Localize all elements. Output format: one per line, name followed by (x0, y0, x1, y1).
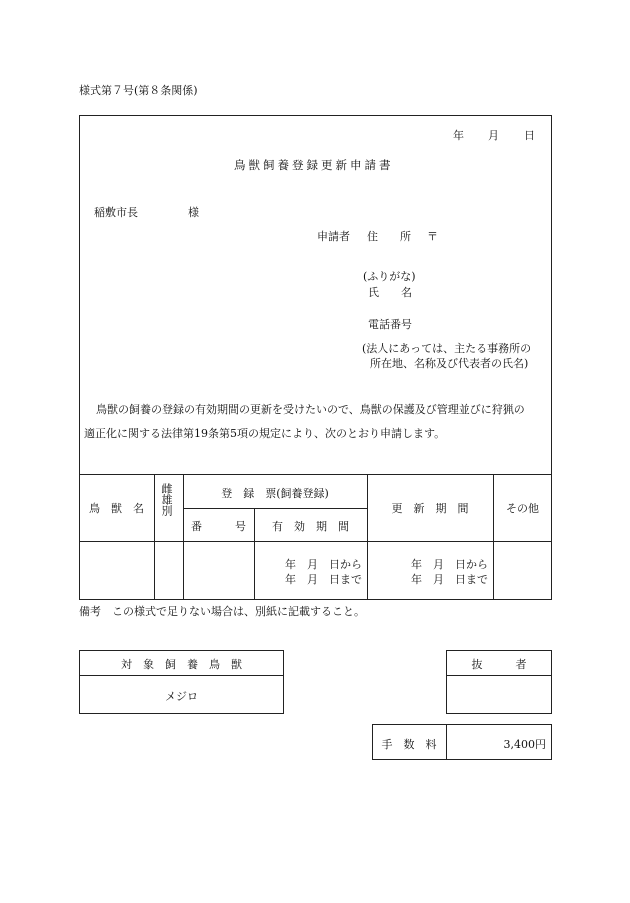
body-text-line1: 鳥獣の飼養の登録の有効期間の更新を受けたいので、鳥獣の保護及び管理並びに狩猟の (96, 403, 525, 416)
target-bird-divider (79, 675, 284, 676)
form-label: 様式第７号(第８条関係) (79, 84, 198, 97)
col-sex: 雌雄別 (160, 483, 173, 516)
address-label: 住 所 (367, 230, 411, 243)
renewal-from: 年 月 日から (411, 558, 488, 571)
col-renewal: 更 新 期 間 (391, 502, 469, 515)
table-col-divider-5 (493, 474, 494, 600)
validity-to: 年 月 日まで (285, 573, 362, 586)
col-other: その他 (506, 502, 539, 515)
table-col-divider-1 (154, 474, 155, 600)
date-year: 年 (453, 129, 464, 142)
col-bird-name: 鳥 獣 名 (89, 502, 144, 515)
table-top-line (79, 474, 552, 475)
date-day: 日 (524, 129, 535, 142)
target-bird-header: 対 象 飼 養 鳥 獣 (121, 658, 242, 671)
remarks: 備考 この様式で足りない場合は、別紙に記載すること。 (79, 605, 365, 618)
target-bird-value: メジロ (165, 690, 198, 703)
table-header-bottom-line (79, 541, 552, 542)
name-label: 氏 名 (368, 286, 412, 299)
body-text-line2: 適正化に関する法律第19条第5項の規定により、次のとおり申請します。 (84, 427, 446, 440)
applicant-label: 申請者 (317, 230, 350, 243)
fee-label: 手 数 料 (381, 738, 437, 751)
extractor-header: 抜 者 (471, 658, 527, 671)
postal-mark: 〒 (427, 230, 438, 243)
phone-label: 電話番号 (368, 318, 412, 331)
addressee-honorific: 様 (188, 206, 199, 219)
col-validity: 有 効 期 間 (272, 520, 349, 533)
extractor-divider (446, 675, 552, 676)
corp-note-line2: 所在地、名称及び代表者の氏名) (370, 357, 529, 370)
corp-note-line1: (法人にあっては、主たる事務所の (362, 342, 532, 355)
fee-value: 3,400円 (503, 738, 546, 751)
addressee-mayor: 稲敷市長 (94, 206, 138, 219)
document-title: 鳥獣飼養登録更新申請書 (234, 158, 394, 172)
col-ticket: 登 録 票(飼養登録) (221, 487, 329, 500)
validity-from: 年 月 日から (285, 558, 362, 571)
table-ticket-subline (183, 508, 367, 509)
col-number: 番 号 (191, 520, 246, 533)
date-month: 月 (488, 129, 499, 142)
furigana-label: (ふりがな) (363, 270, 416, 283)
renewal-to: 年 月 日まで (411, 573, 488, 586)
